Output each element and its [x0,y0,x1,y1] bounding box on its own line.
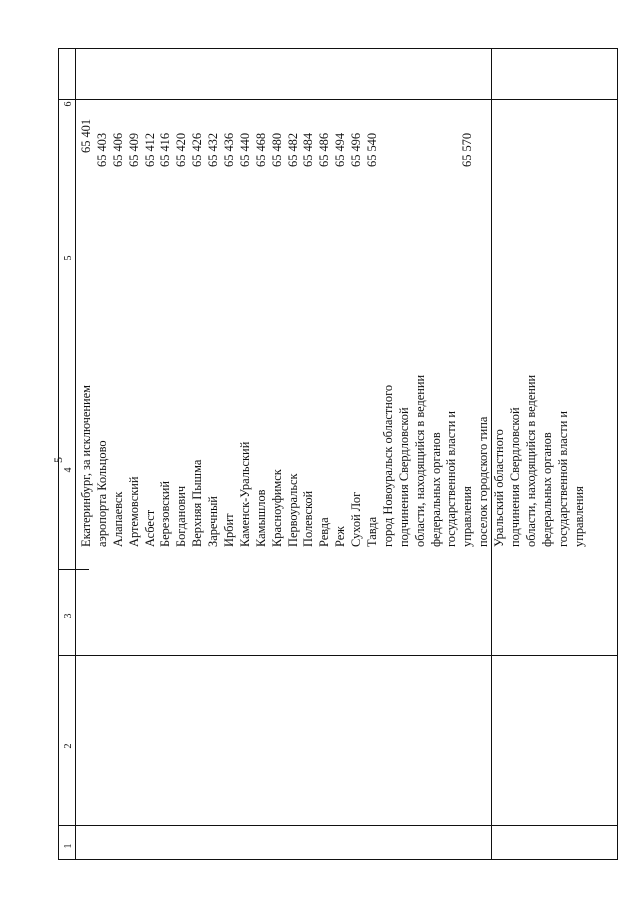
column-number-1: 1 [63,843,74,849]
territory-name-line: управления [571,486,586,547]
territory-name-line: федеральных органов [428,432,443,547]
code-line: 65 420 [174,132,189,167]
territory-name-line: Полевской [301,490,316,547]
column-number-3: 3 [63,613,74,619]
territory-name-line: Ирбит [222,513,237,547]
territory-name-line: Уральский областного [492,429,507,547]
code-line: 65 436 [222,132,237,167]
territory-name-line: подчинения Свердловской [508,407,523,547]
territory-name-line: Сухой Лог [349,491,364,547]
page-number: 5 [51,457,65,463]
code-line: 65 416 [158,132,173,167]
territory-name-line: Заречный [206,496,221,547]
territory-name-line: государственной власти и [444,410,459,547]
partial-divider [59,825,617,826]
code-line: 65 484 [301,132,316,167]
code-line [413,0,429,167]
code-line: 65 570 [460,132,475,167]
territory-name-line: город Новоуральск областного [380,384,395,547]
code-line [397,0,413,167]
territory-name-line: государственной власти и [555,410,570,547]
code-line: 65 432 [206,132,221,167]
code-line [429,0,445,167]
territory-name-line: Красноуфимск [269,469,284,547]
code-cell: 65 401 [79,118,93,153]
territory-name-line: Березовский [158,480,173,547]
territory-name-line: Богданович [174,485,189,547]
document-table [58,48,618,860]
territory-name-line: Асбест [142,509,157,547]
code-line: 65 482 [285,132,300,167]
territory-name-line: Алапаевск [110,491,125,547]
code-line: 65 494 [333,132,348,167]
territory-name-line: Камышлов [253,489,268,547]
code-line: 65 412 [142,132,157,167]
territory-name-line: аэропорта Кольцово [94,440,109,547]
codes-column [79,0,476,167]
territory-name-line: поселок городского типа [476,416,491,547]
column-number-2: 2 [63,743,74,749]
code-line: 65 468 [253,132,268,167]
territory-name-line: Артемовский [126,476,141,547]
partial-divider [59,655,617,656]
column-number-5: 5 [63,255,74,261]
code-line: 65 486 [317,132,332,167]
code-line: 65 403 [94,132,109,167]
column-number-4: 4 [63,467,74,473]
code-line: 65 540 [365,132,380,167]
code-line [444,0,460,167]
territory-name-line: Каменск-Уральский [237,441,252,547]
territory-name-line: Реж [333,526,348,547]
territory-name-line: области, находящийся в ведении [412,374,427,547]
territory-name-line: Тавда [365,516,380,547]
code-line: 65 409 [126,132,141,167]
territory-name-line: Екатеринбург, за исключением [79,385,93,547]
column-number-6: 6 [63,101,74,107]
territory-name-line: подчинения Свердловской [396,407,411,547]
partial-divider [59,569,89,570]
code-line [79,0,95,167]
code-line: 65 440 [237,132,252,167]
code-line: 65 496 [349,132,364,167]
code-line [381,0,397,167]
code-line: 65 426 [190,132,205,167]
territory-name-line: области, находящийся в ведении [523,374,538,547]
code-line: 65 406 [110,132,125,167]
territory-name-line: Первоуральск [285,473,300,547]
territory-name-line: Ревда [317,517,332,547]
territory-name-line: управления [460,486,475,547]
territory-name-line: федеральных органов [539,432,554,547]
territory-name-line: Верхняя Пышма [190,459,205,547]
code-line: 65 480 [269,132,284,167]
